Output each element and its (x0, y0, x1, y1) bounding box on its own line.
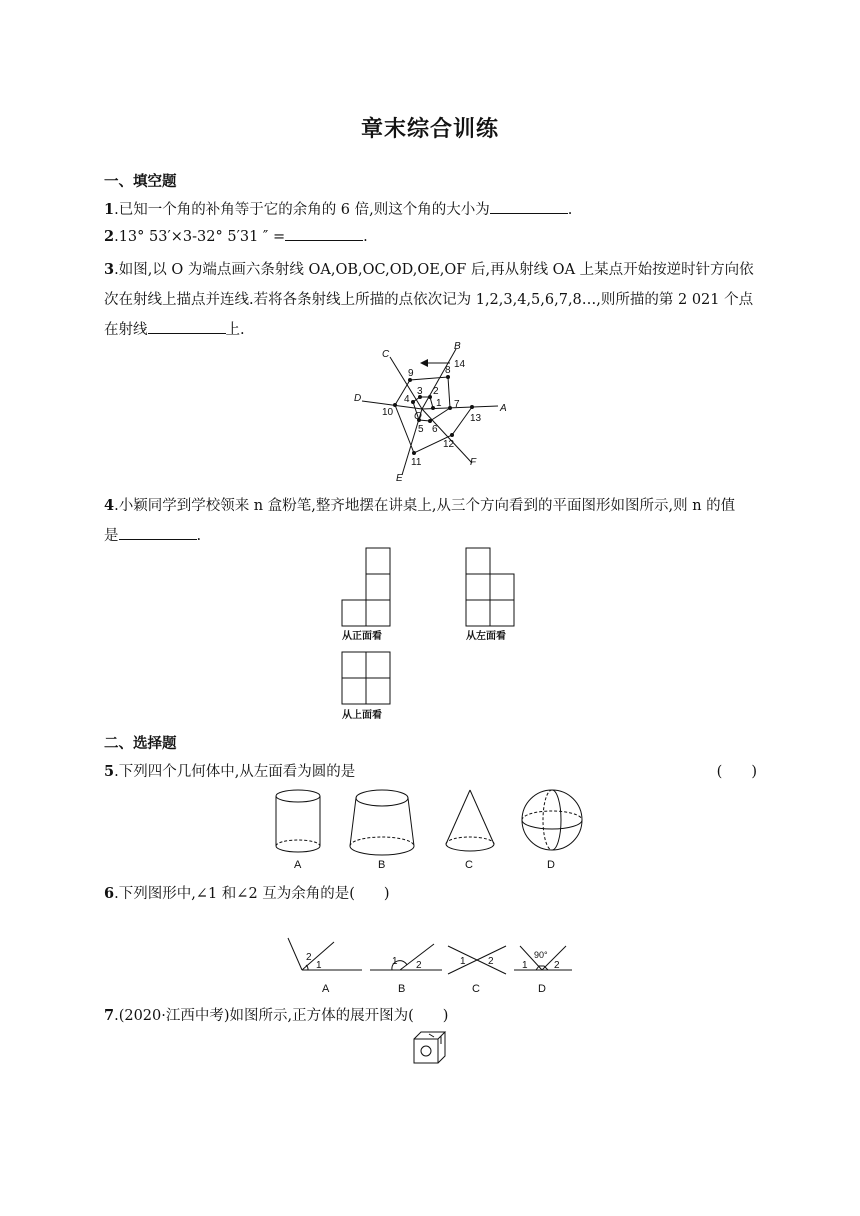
label-c: C (382, 349, 390, 360)
angle-label: 2 (554, 960, 560, 971)
label-d: D (354, 393, 362, 404)
section-heading-fill-blank: 一、填空题 (104, 174, 177, 190)
option-c-cone-icon (446, 790, 494, 851)
point-label: 7 (454, 399, 460, 410)
angle-label: 90° (534, 950, 548, 960)
cube-icon (410, 1030, 450, 1066)
angles-figure (284, 930, 580, 996)
option-label[interactable]: B (378, 859, 386, 871)
label-e: E (396, 473, 403, 484)
question-6 (104, 882, 390, 903)
point-label: 3 (417, 386, 423, 397)
label-f: F (470, 457, 477, 468)
question-text: .(2020·江西中考)如图所示,正方体的展开图为( ) (114, 1008, 449, 1024)
question-number: 5 (104, 763, 115, 780)
answer-blank[interactable] (148, 321, 226, 334)
option-label[interactable]: B (398, 983, 406, 995)
point-label: 10 (382, 407, 394, 418)
angle-label: 1 (392, 956, 398, 967)
option-d-sphere-icon (522, 790, 582, 850)
answer-blank[interactable] (490, 201, 568, 214)
answer-blank[interactable] (119, 527, 197, 540)
angle-label: 1 (522, 960, 528, 971)
point-label: 2 (433, 386, 439, 397)
angle-label: 2 (306, 952, 312, 963)
question-3-line-2: 次在射线上描点并连线.若将各条射线上所描的点依次记为 1,2,3,4,5,6,7,8…,则所描的第 2 021 个点 (104, 292, 754, 308)
question-number: 7 (104, 1007, 115, 1024)
page-title: 章末综合训练 (360, 117, 499, 142)
question-5 (104, 760, 355, 781)
answer-blank[interactable] (285, 228, 363, 241)
point-label: 12 (443, 439, 455, 450)
question-text: .已知一个角的补角等于它的余角的 6 倍,则这个角的大小为 (114, 202, 490, 218)
question-3-line-3: 在射线 上. (104, 322, 245, 338)
question-number: 6 (104, 885, 115, 902)
question-text: .下列图形中,∠1 和∠2 互为余角的是( ) (114, 886, 390, 902)
solids-figure (262, 784, 598, 874)
question-number: 3 (104, 261, 115, 278)
option-label[interactable]: D (547, 859, 555, 871)
answer-parentheses[interactable]: ( ) (716, 764, 757, 780)
question-7 (104, 1004, 448, 1025)
point-label: 1 (436, 398, 442, 409)
left-view-caption: 从左面看 (466, 631, 506, 642)
three-views-figure (336, 544, 536, 724)
question-3-line-1: 3.如图,以 O 为端点画六条射线 OA,OB,OC,OD,OE,OF 后,再从射线 OA 上某点开始按逆时针方向依 (104, 261, 754, 278)
question-4-line-1: 4.小颖同学到学校领来 n 盒粉笔,整齐地摆在讲桌上,从三个方向看到的平面图形如图所示,则 n 的值 (104, 497, 736, 514)
point-label: 5 (418, 424, 424, 435)
point-label: 11 (411, 457, 422, 468)
question-text: .13° 53′×3-32° 5′31 ″ = (114, 229, 286, 245)
angle-label: 1 (460, 956, 466, 967)
option-label[interactable]: D (538, 983, 546, 995)
option-label[interactable]: C (465, 859, 473, 871)
point-label: 13 (470, 413, 482, 424)
option-b-frustum-icon (350, 790, 414, 855)
angle-label: 2 (488, 956, 494, 967)
angle-label: 1 (316, 960, 322, 971)
option-label[interactable]: A (322, 983, 330, 995)
question-number: 1 (104, 201, 115, 218)
section-heading-multiple-choice: 二、选择题 (104, 736, 177, 752)
question-text: .下列四个几何体中,从左面看为圆的是 (114, 764, 356, 780)
rays-spiral-figure (340, 335, 520, 485)
front-view-caption: 从正面看 (342, 631, 382, 642)
question-4-line-2: 是 . (104, 528, 202, 544)
point-label: 4 (404, 394, 410, 405)
top-view-caption: 从上面看 (342, 710, 382, 721)
point-label: 8 (445, 365, 451, 376)
option-label[interactable]: A (294, 859, 302, 871)
question-number: 4 (104, 497, 115, 514)
option-label[interactable]: C (472, 983, 480, 995)
question-2: 2.13° 53′×3-32° 5′31 ″ = . (104, 228, 368, 245)
question-number: 2 (104, 228, 115, 245)
label-b: B (454, 341, 461, 352)
question-1: 1.已知一个角的补角等于它的余角的 6 倍,则这个角的大小为 . (104, 201, 573, 218)
point-label: 9 (408, 368, 414, 379)
point-label: 14 (454, 359, 466, 370)
point-label: 6 (432, 424, 438, 435)
label-a: A (500, 403, 507, 414)
angle-label: 2 (416, 960, 422, 971)
label-o: O (414, 411, 422, 422)
option-a-cylinder-icon (276, 790, 320, 852)
